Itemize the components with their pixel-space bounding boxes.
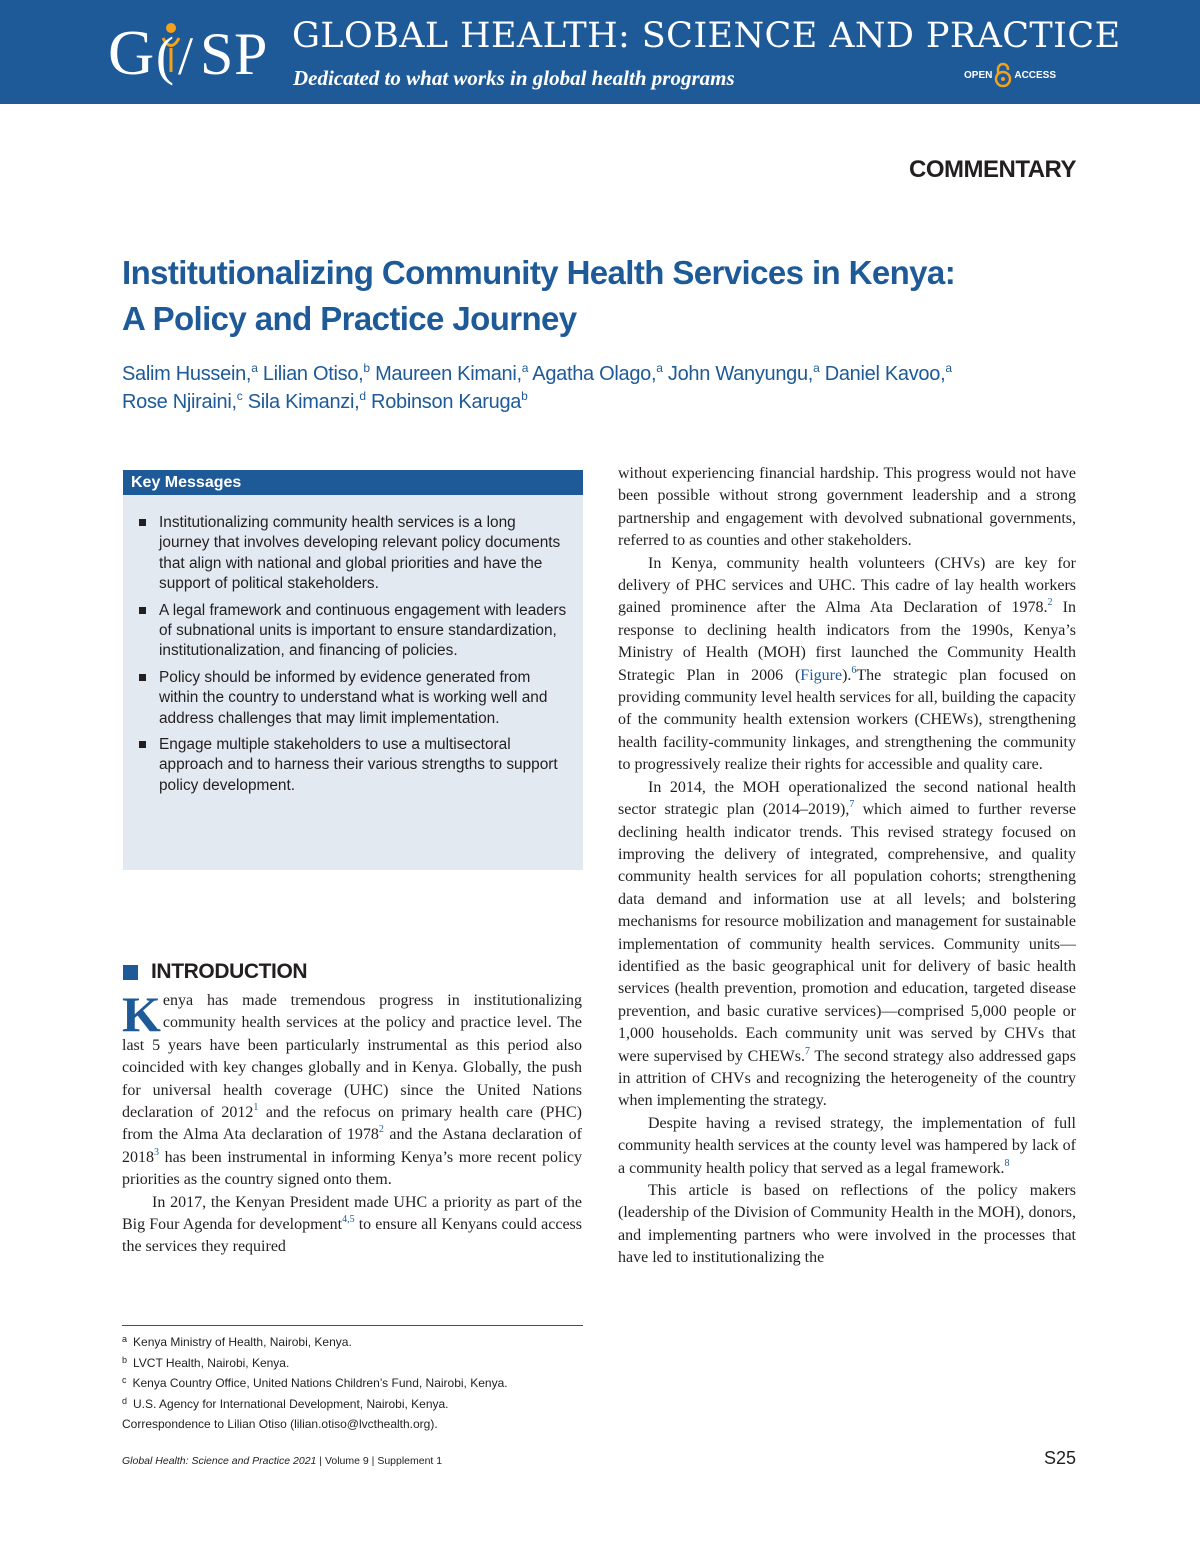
key-message-item: A legal framework and continuous engagement with leaders of subnational units is important to ensure standardization, institutionalization, and financing of policies. bbox=[139, 601, 569, 662]
author: Lilian Otiso,$^b$ bbox=[262, 361, 370, 385]
square-bullet-icon bbox=[139, 519, 146, 526]
author: Daniel Kavoo,$^a$ bbox=[824, 361, 952, 385]
introduction-heading bbox=[123, 960, 307, 984]
citation-link[interactable]: 7 bbox=[804, 1045, 810, 1057]
svg-text:/: / bbox=[178, 26, 194, 86]
author: Agatha Olago,$^a$ bbox=[532, 361, 663, 385]
author: John Wanyungu,$^a$ bbox=[667, 361, 820, 385]
correspondence-note: Correspondence to Lilian Otiso (lilian.otiso@lvcthealth.org). bbox=[122, 1417, 438, 1431]
citation-link[interactable]: 2 bbox=[1047, 597, 1053, 609]
footer-journal: Global Health: Science and Practice 2021 bbox=[122, 1455, 317, 1467]
author: Robinson Karuga$^b$ bbox=[371, 389, 528, 413]
left-column bbox=[122, 986, 583, 1259]
journal-banner bbox=[0, 0, 1200, 104]
open-access-label-left: OPEN bbox=[964, 69, 993, 81]
affiliation-footnote: $^b$ LVCT Health, Nairobi, Kenya. bbox=[122, 1354, 290, 1370]
page-footer bbox=[122, 1455, 442, 1467]
affiliation-footnote: $^a$ Kenya Ministry of Health, Nairobi, Kenya. bbox=[122, 1334, 352, 1349]
key-message-item: Engage multiple stakeholders to use a multisectoral approach and to harness their various strengths to support policy development. bbox=[139, 735, 569, 796]
open-access-badge bbox=[964, 62, 1056, 88]
body-paragraph: without experiencing financial hardship. This progress would not have been possible without strong government leadership and a strong partnership and engagement with devolved subnational governments, referred to as counties and other stakeholders. bbox=[618, 465, 1076, 550]
svg-text:G: G bbox=[108, 17, 155, 88]
key-message-item: Policy should be informed by evidence generated from within the country to understand what is working well and address challenges that may limit implementation. bbox=[139, 668, 569, 729]
right-column bbox=[618, 463, 1076, 1270]
svg-text:P: P bbox=[234, 21, 268, 87]
page-number: S25 bbox=[1043, 1448, 1076, 1468]
author: Salim Hussein,$^a$ bbox=[122, 361, 258, 385]
section-square-icon bbox=[123, 965, 138, 980]
key-messages-list bbox=[123, 495, 583, 796]
author: Maureen Kimani,$^a$ bbox=[375, 361, 529, 385]
key-message-item: Institutionalizing community health services is a long journey that involves developing relevant policy documents that align with national and global priorities and have the support of political stakeholders. bbox=[139, 513, 569, 595]
svg-text:(: ( bbox=[156, 26, 174, 86]
journal-title: GLOBAL HEALTH: SCIENCE AND PRACTICE bbox=[292, 16, 1121, 56]
article-title-line-1: Institutionalizing Community Health Services in Kenya: bbox=[122, 254, 956, 291]
body-paragraph: This article is based on reflections of the policy makers (leadership of the Division of Community Health in the MOH), donors, and implementing partners who were involved in the processes that have led to institutionalizing the bbox=[618, 1182, 1076, 1267]
journal-logo bbox=[108, 14, 283, 90]
citation-link[interactable]: 4,5 bbox=[342, 1214, 355, 1226]
square-bullet-icon bbox=[139, 741, 146, 748]
drop-cap: K bbox=[122, 986, 161, 1042]
citation-link[interactable]: 7 bbox=[849, 799, 855, 811]
affiliation-footnote: $^c$ Kenya Country Office, United Nations Children’s Fund, Nairobi, Kenya. bbox=[122, 1375, 508, 1390]
open-access-label-right: ACCESS bbox=[1014, 69, 1057, 81]
intro-paragraph-1: Kenya has made tremendous progress in institutionalizing community health services at the policy and practice level. The last 5 years have been particularly instrumental as this period also coincided with key changes globally and in Kenya. Globally, the push for universal health coverage (UHC) since the United Nations declaration of 2012$^1$ and the refocus on primary health care (PHC) from the Alma Ata declaration of 1978$^2$ and the Astana declaration of 2018$^3$ has been instrumental in informing Kenya’s more recent policy priorities as the country signed onto them. bbox=[122, 986, 583, 1189]
footer-separator: | bbox=[319, 1455, 323, 1467]
introduction-heading-text: INTRODUCTION bbox=[151, 960, 308, 983]
author: Sila Kimanzi,$^d$ bbox=[247, 389, 366, 413]
journal-tagline: Dedicated to what works in global health programs bbox=[293, 66, 735, 90]
square-bullet-icon bbox=[139, 674, 146, 681]
citation-link[interactable]: 6 bbox=[851, 664, 857, 676]
intro-paragraph-2: In 2017, the Kenyan President made UHC a priority as part of the Big Four Agenda for development$^{4,5}$ to ensure all Kenyans could access the services they required bbox=[122, 1193, 582, 1256]
svg-text:S: S bbox=[200, 21, 234, 87]
footer-supplement: Supplement 1 bbox=[377, 1455, 443, 1467]
citation-link[interactable]: 1 bbox=[253, 1102, 259, 1114]
citation-link[interactable]: 3 bbox=[154, 1146, 159, 1158]
author: Rose Njiraini,$^c$ bbox=[122, 389, 243, 413]
footnote-divider bbox=[122, 1325, 583, 1326]
key-messages-box bbox=[123, 470, 583, 870]
author-list bbox=[122, 360, 1082, 416]
body-paragraph: In Kenya, community health volunteers (CHVs) are key for delivery of PHC services and UHC. This cadre of lay health workers gained prominence after the Alma Ata Declaration of 1978.$^2$ In response to declining health indicators from the 1990s, Kenya’s Ministry of Health (MOH) first launched the Community Health Strategic Plan in 2006 (Figure).$^6$The strategic plan focused on providing community level health services for all, building the capacity of the community health extension workers (CHEWs), strengthening health facility-community linkages, and strengthening the community to progressively realize their rights for accessible and quality care. bbox=[618, 554, 1077, 774]
article-title bbox=[122, 250, 1022, 342]
affiliation-footnotes bbox=[122, 1332, 592, 1435]
footer-volume: Volume 9 bbox=[324, 1455, 369, 1467]
citation-link[interactable]: 2 bbox=[378, 1124, 384, 1136]
footer-separator: | bbox=[371, 1455, 375, 1467]
citation-link[interactable]: 8 bbox=[1004, 1157, 1010, 1169]
figure-link[interactable]: Figure bbox=[800, 666, 843, 684]
article-title-line-2: A Policy and Practice Journey bbox=[122, 300, 577, 337]
open-access-lock-icon bbox=[994, 62, 1012, 88]
affiliation-footnote: $^d$ U.S. Agency for International Development, Nairobi, Kenya. bbox=[122, 1395, 449, 1411]
key-messages-heading: Key Messages bbox=[123, 470, 583, 495]
body-paragraph: In 2014, the MOH operationalized the second national health sector strategic plan (2014–2019),$^7$ which aimed to further reverse declining health indicator trends. This revised strategy focused on improving the delivery of integrated, comprehensive, and quality community health services for all population cohorts; strengthening data demand and information use at all levels; and bolstering mechanisms for resource mobilization and management for sustainable implementation of community health services. Community units—identified as the basic geographical unit for delivery of basic health services (health prevention, promotion and education, targeted disease prevention, and basic curative services)—comprised 5,000 people or 1,000 households. Each community unit was served by CHVs that were supervised by CHEWs.$^7$ The second strategy also addressed gaps in attrition of CHVs and recognizing the heterogeneity of the country when implementing the strategy. bbox=[618, 778, 1077, 1110]
article-type-label: COMMENTARY bbox=[909, 156, 1076, 183]
square-bullet-icon bbox=[139, 607, 146, 614]
body-paragraph: Despite having a revised strategy, the implementation of full community health services at the county level was hampered by lack of a community health policy that served as a legal framework.$^8$ bbox=[618, 1114, 1076, 1177]
